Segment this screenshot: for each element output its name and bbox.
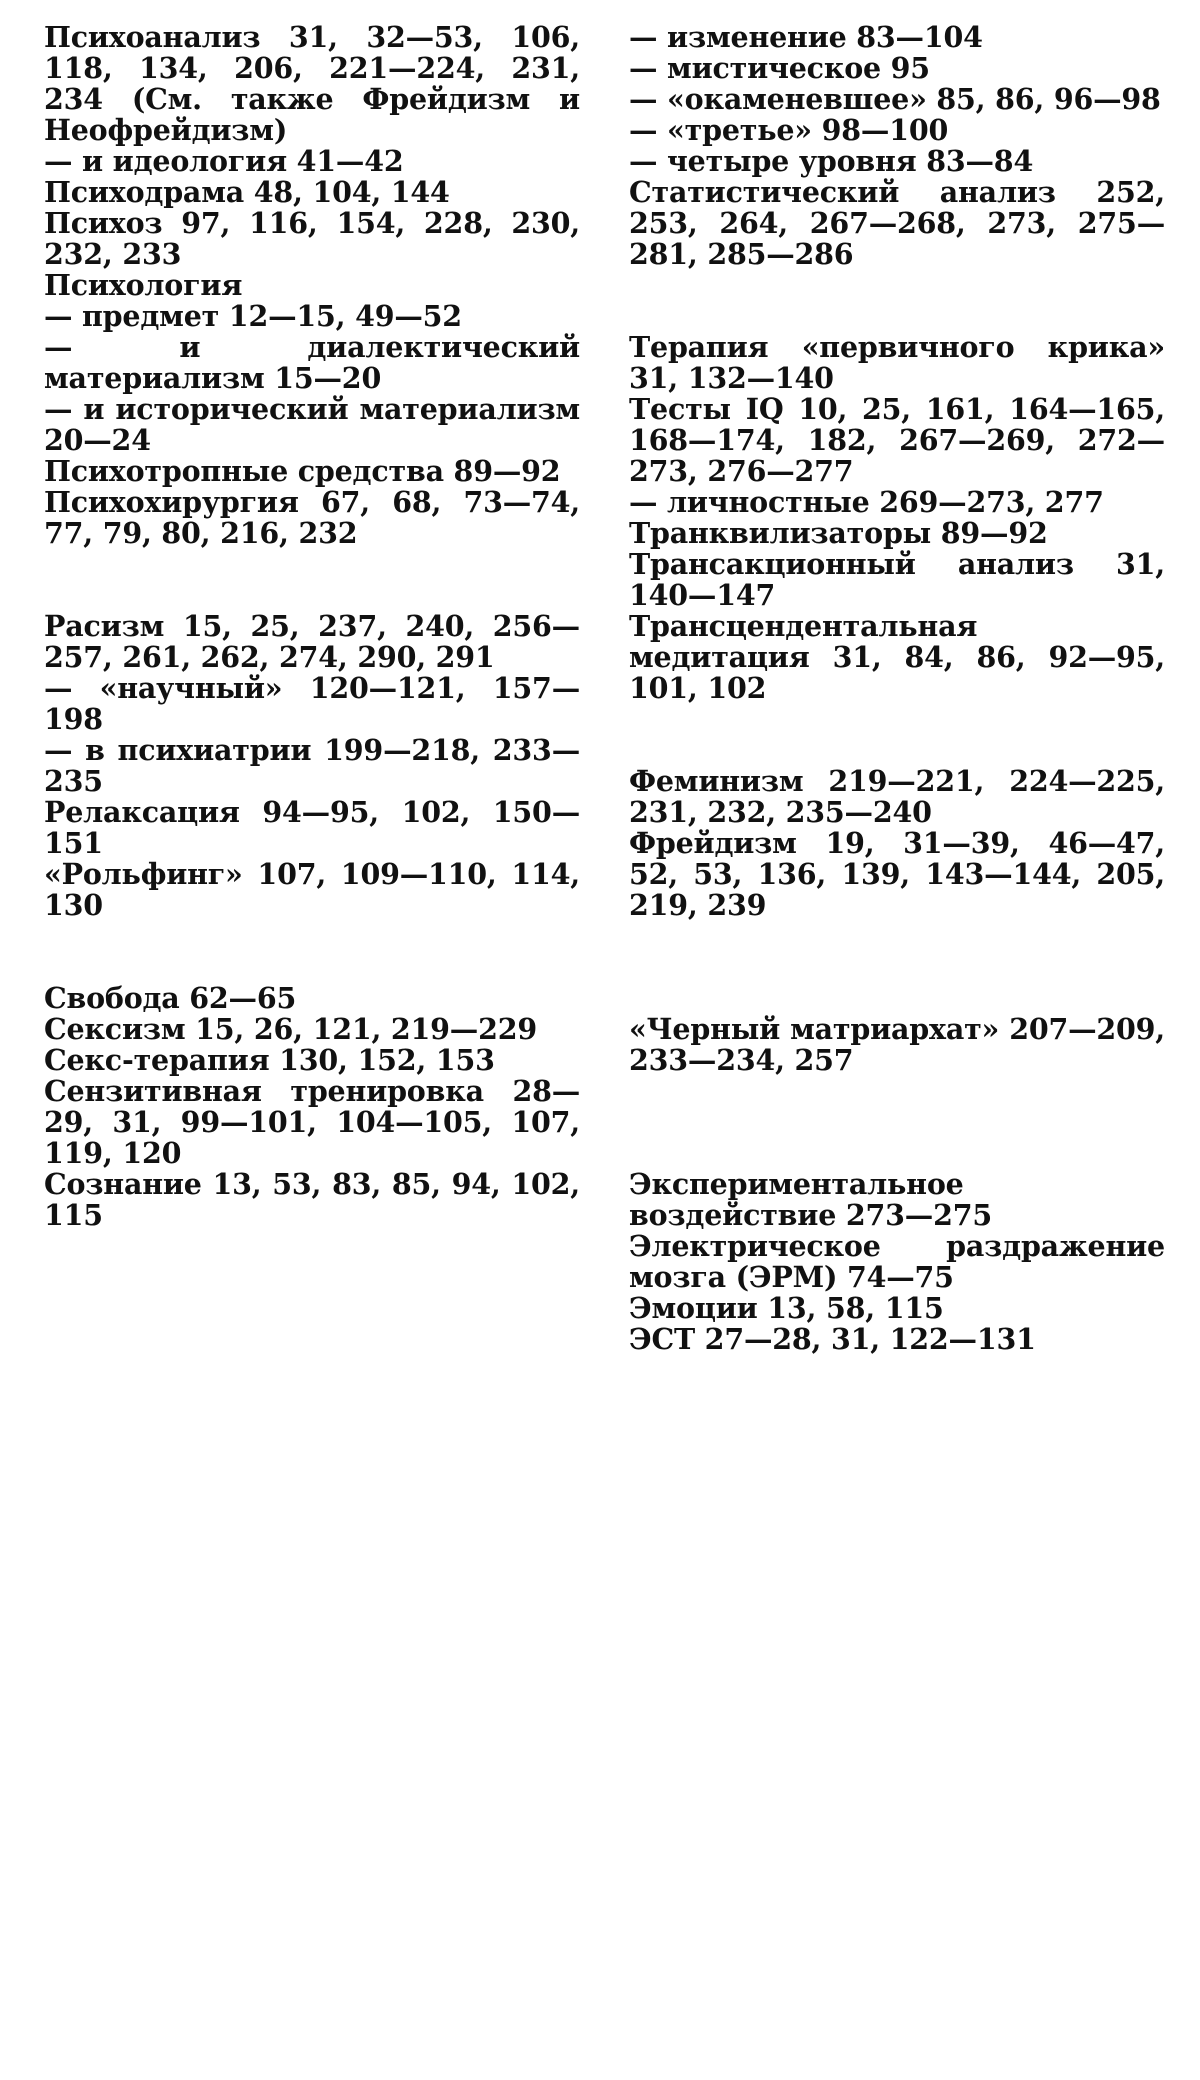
index-subentry: — мистическое 95: [629, 51, 930, 85]
index-entry: Экспериментальное воздействие 273—275: [629, 1167, 992, 1232]
index-entry: Транквилизаторы 89—92: [629, 516, 1048, 550]
index-subentry: — четыре уровня 83—84: [629, 144, 1034, 178]
index-entry: Психология: [44, 268, 243, 302]
index-column-right: [629, 22, 1165, 1355]
index-entry: Сознание 13, 53, 83, 85, 94, 102, 115: [44, 1167, 580, 1232]
index-subentry: — и диалектический материализм 15—20: [44, 330, 580, 395]
index-entry: Трансакционный анализ 31, 140—147: [629, 547, 1165, 612]
index-entry: Психодрама 48, 104, 144: [44, 175, 450, 209]
index-entry: Фрейдизм 19, 31—39, 46—47, 52, 53, 136, 139, 143—144, 205, 219, 239: [629, 826, 1165, 922]
index-subentry: — «третье» 98—100: [629, 113, 949, 147]
index-entry: Электрическое раздражение мозга (ЭРМ) 74—75: [629, 1229, 1165, 1294]
index-subentry: — «научный» 120—121, 157—198: [44, 671, 580, 736]
index-entry: «Черный матриархат» 207—209, 233—234, 257: [629, 1012, 1165, 1077]
index-column-left: [44, 22, 580, 1231]
index-subentry: — изменение 83—104: [629, 20, 983, 54]
index-entry: Трансцендентальная медитация 31, 84, 86, 92—95, 101, 102: [629, 609, 1165, 705]
index-entry: Свобода 62—65: [44, 981, 297, 1015]
index-entry: Тесты IQ 10, 25, 161, 164—165, 168—174, 182, 267—269, 272—273, 276—277: [629, 392, 1165, 488]
index-subentry: — и идеология 41—42: [44, 144, 404, 178]
index-subentry: — и исторический материализм 20—24: [44, 392, 580, 457]
index-subentry: — «окаменевшее» 85, 86, 96—98: [629, 82, 1161, 116]
index-entry: Психотропные средства 89—92: [44, 454, 561, 488]
index-entry: Статистический анализ 252, 253, 264, 267—268, 273, 275—281, 285—286: [629, 175, 1165, 271]
index-entry: Терапия «первичного крика» 31, 132—140: [629, 330, 1165, 395]
index-entry: Сексизм 15, 26, 121, 219—229: [44, 1012, 537, 1046]
index-subentry: — предмет 12—15, 49—52: [44, 299, 462, 333]
index-entry: Расизм 15, 25, 237, 240, 256—257, 261, 262, 274, 290, 291: [44, 609, 580, 674]
index-entry: «Рольфинг» 107, 109—110, 114, 130: [44, 857, 580, 922]
index-entry: Психоз 97, 116, 154, 228, 230, 232, 233: [44, 206, 580, 271]
index-entry: Эмоции 13, 58, 115: [629, 1291, 944, 1325]
index-entry: Сензитивная тренировка 28—29, 31, 99—101, 104—105, 107, 119, 120: [44, 1074, 580, 1170]
index-entry: Феминизм 219—221, 224—225, 231, 232, 235—240: [629, 764, 1165, 829]
index-entry: Секс-терапия 130, 152, 153: [44, 1043, 495, 1077]
index-entry: ЭСТ 27—28, 31, 122—131: [629, 1322, 1036, 1356]
index-entry: Психохирургия 67, 68, 73—74, 77, 79, 80, 216, 232: [44, 485, 580, 550]
index-subentry: — в психиатрии 199—218, 233—235: [44, 733, 580, 798]
index-subentry: — личностные 269—273, 277: [629, 485, 1104, 519]
index-entry: Релаксация 94—95, 102, 150—151: [44, 795, 580, 860]
index-entry: Психоанализ 31, 32—53, 106, 118, 134, 206, 221—224, 231, 234 (См. также Фрейдизм и Неофрейдизм): [44, 20, 580, 147]
